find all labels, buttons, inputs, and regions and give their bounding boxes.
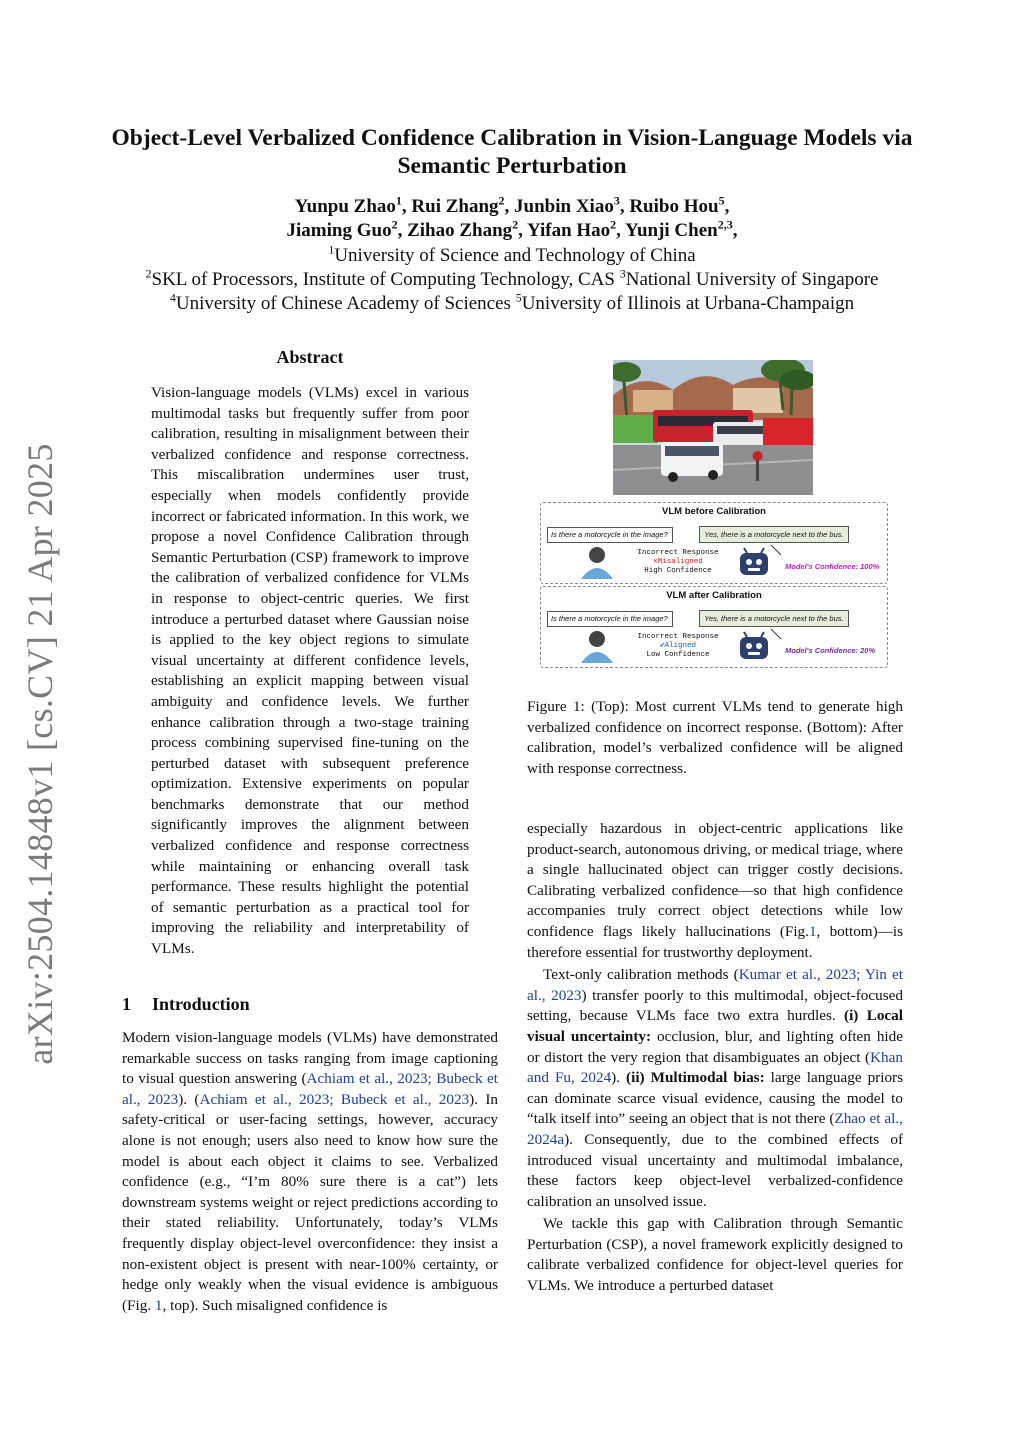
figure-panel-before [540,502,888,584]
authors-line-1 [100,195,924,219]
intro-paragraph-1 [122,1028,498,1316]
text-run: occlusion, blur, and lighting often hide or distort the very region that disambiguates an object ( [527,1027,903,1066]
author-separator: , [616,220,625,241]
author-list [100,195,924,243]
cross-mark-icon: ✕ [653,558,658,566]
author-affiliation-mark: 2,3 [717,217,733,232]
response-status [633,633,723,660]
text-run: We tackle this gap with Calibration through Semantic Perturbation (CSP), a novel framework explicitly designed to calibrate verbalized confidence for object-level queries for VLMs. We introduce a perturbed dataset [527,1215,903,1295]
model-confidence: Model's Confidence: 100% [785,562,880,571]
bus-scene-image [613,360,813,495]
text-run: ). ( [178,1090,200,1108]
alignment-status: ✔Aligned [659,642,697,650]
author-name: Yunji Chen [624,220,718,241]
text-run: large language priors can dominate scarce visual evidence, causing the model to “talk itself into” seeing an object that is not there ( [527,1069,904,1128]
affiliation-mark: 5 [515,290,522,305]
text-run: ) transfer poorly to this multimodal, object-focused setting, because VLMs face two extra hurdles. [527,986,903,1025]
author-name: Ruibo Hou [629,196,719,217]
right-paragraph-1 [527,819,903,963]
right-paragraph-2 [527,965,903,1212]
section-title: Introduction [152,994,250,1014]
author-separator: , [397,220,408,241]
author-affiliation-mark: 1 [395,193,402,208]
figure-street-photo [613,360,813,495]
paper-title: Object-Level Verbalized Confidence Calibration in Vision-Language Models via Semantic Perturbation [111,125,913,179]
author-separator: , [619,196,630,217]
robot-icon [737,631,771,661]
answer-box: Yes, there is a motorcycle next to the bus. [699,610,849,627]
citation-link[interactable]: Achiam et al., 2023; Bubeck et al., 2023 [122,1070,498,1108]
abstract-text: Vision-language models (VLMs) excel in various multimodal tasks but frequently suffer from poor calibration, resulting in misalignment between their verbalized confidence and response correctness. This miscalibration undermines user trust, especially when models confidently provide incorrect or fabricated information. In this work, we propose a novel Confidence Calibration through Semantic Perturbation (CSP) framework to improve the calibration of verbalized confidence for VLMs in response to object-centric queries. We first introduce a perturbed dataset where Gaussian noise is applied to the key object regions to simulate visual uncertainty at different confidence levels, establishing an explicit mapping between visual ambiguity and confidence levels. We further enhance calibration through a two-stage training process combining supervised fine-tuning on the perturbed dataset with subsequent preference optimization. Extensive experiments on popular benchmarks demonstrate that our method significantly improves the alignment between verbalized confidence and response correctness while maintaining or enhancing overall task performance. These results highlight the potential of semantic perturbation as a practical tool for improving the reliability and interpretability of VLMs. [151,384,469,958]
author-affiliation-mark: 5 [718,193,725,208]
answer-box: Yes, there is a motorcycle next to the bus. [699,526,849,543]
affiliation-mark: 4 [169,290,176,305]
author-separator: , [732,220,738,241]
author-affiliation-mark: 2 [610,217,617,232]
speech-tail-icon [769,543,783,557]
robot-icon [737,547,771,577]
affiliation-line [60,244,964,268]
authors-line-2 [100,219,924,243]
author-affiliation-mark: 3 [613,193,620,208]
user-person-icon [577,629,617,663]
author-name: Rui Zhang [411,196,499,217]
text-run: Text-only calibration methods ( [543,966,739,984]
author-separator: , [504,196,515,217]
author-affiliation-mark: 2 [512,217,519,232]
right-paragraph-3 [527,1214,903,1296]
section-heading-introduction [122,994,498,1015]
citation-link[interactable]: Khan and Fu, 2024 [527,1048,903,1087]
text-run: ). In safety-critical or user-facing settings, however, accuracy alone is not enough; users also need to know how sure the model is about each object it claims to see. Verbalized confidence (e.g., “I’m 80% sure there is a cat”) lets downstream systems weight or reject predictions according to their stated reliability. Unfortunately, today’s VLMs frequently display object-level overconfidence: they insist a non-existent object is present with near-100% certainty, or hedge only weakly when the visual evidence is ambiguous (Fig. [122,1090,498,1314]
text-run: especially hazardous in object-centric applications like product-search, autonomous driving, or medical triage, where a single hallucinated object can trigger costly decisions. Calibrating verbalized confidence—so that high confidence accompanies truly correct object detections while low confidence flags likely hallucinations (Fig. [527,820,903,940]
confidence-level: Low Confidence [646,651,710,659]
text-run: ). Consequently, due to the combined effects of introduced visual uncertainty and multimodal imbalance, these factors keep object-level verbalized-confidence calibration an unsolved issue. [527,1130,903,1210]
question-box: Is there a motorcycle in the image? [547,611,673,627]
author-separator: , [724,196,730,217]
panel-title: VLM before Calibration [662,506,766,517]
author-name: Yunpu Zhao [294,196,396,217]
affiliation-name: University of Illinois at Urbana-Champaign [521,293,855,314]
right-column-text [527,819,903,1297]
arxiv-identifier: arXiv:2504.14848v1 [cs.CV] 21 Apr 2025 [20,443,60,1065]
author-affiliation-mark: 2 [391,217,398,232]
author-name: Junbin Xiao [514,196,614,217]
citation-link[interactable]: 1 [808,922,817,940]
author-affiliation-mark: 2 [498,193,505,208]
affiliation-mark: 2 [145,266,152,281]
citation-link[interactable]: Zhao et al., 2024a [527,1110,903,1148]
affiliation-line [60,268,964,292]
text-run: Modern vision-language models (VLMs) have demonstrated remarkable success on tasks ranging from image captioning to visual question answering ( [122,1029,498,1088]
affiliation-name: University of Science and Technology of China [334,245,696,266]
abstract-heading: Abstract [276,347,344,367]
response-correctness: Incorrect Response [637,633,719,641]
affiliations [60,244,964,316]
check-mark-icon: ✔ [659,642,665,650]
question-box: Is there a motorcycle in the image? [547,527,673,543]
response-status [633,549,723,576]
response-correctness: Incorrect Response [637,549,719,557]
alignment-status: ✕Misaligned [653,558,703,566]
affiliation-mark: 1 [328,242,335,257]
affiliation-name: University of Chinese Academy of Sciences [175,293,516,314]
citation-link[interactable]: Kumar et al., 2023; Yin et al., 2023 [527,966,903,1004]
author-separator: , [518,220,527,241]
affiliation-name: SKL of Processors, Institute of Computing Technology, CAS [151,269,620,290]
confidence-level: High Confidence [644,567,712,575]
author-name: Jiaming Guo [286,220,392,241]
panel-title: VLM after Calibration [666,590,762,601]
author-name: Zihao Zhang [407,220,513,241]
text-run: , bottom)—is therefore essential for trustworthy deployment. [527,922,903,961]
text-run: , top). Such misaligned confidence is [162,1296,388,1314]
text-run: ). [611,1069,627,1087]
author-separator: , [401,196,412,217]
affiliation-mark: 3 [619,266,626,281]
author-name: Yifan Hao [526,220,611,241]
bold-phrase: (i) Local visual uncertainty: [527,1007,903,1045]
affiliation-name: National University of Singapore [625,269,879,290]
affiliation-line [60,292,964,316]
figure-panel-after [540,586,888,668]
bold-phrase: (ii) Multimodal bias: [626,1069,765,1087]
section-number: 1 [122,994,131,1014]
citation-link[interactable]: 1 [154,1296,163,1314]
user-person-icon [577,545,617,579]
intro-paragraph [122,1028,498,1316]
speech-tail-icon [769,627,783,641]
citation-link[interactable]: Achiam et al., 2023; Bubeck et al., 2023 [199,1090,470,1108]
model-confidence: Model's Confidence: 20% [785,646,876,655]
figure-caption: Figure 1: (Top): Most current VLMs tend to generate high verbalized confidence on incorrect response. (Bottom): After calibration, model’s verbalized confidence will be aligned with response correctness. [527,698,903,777]
